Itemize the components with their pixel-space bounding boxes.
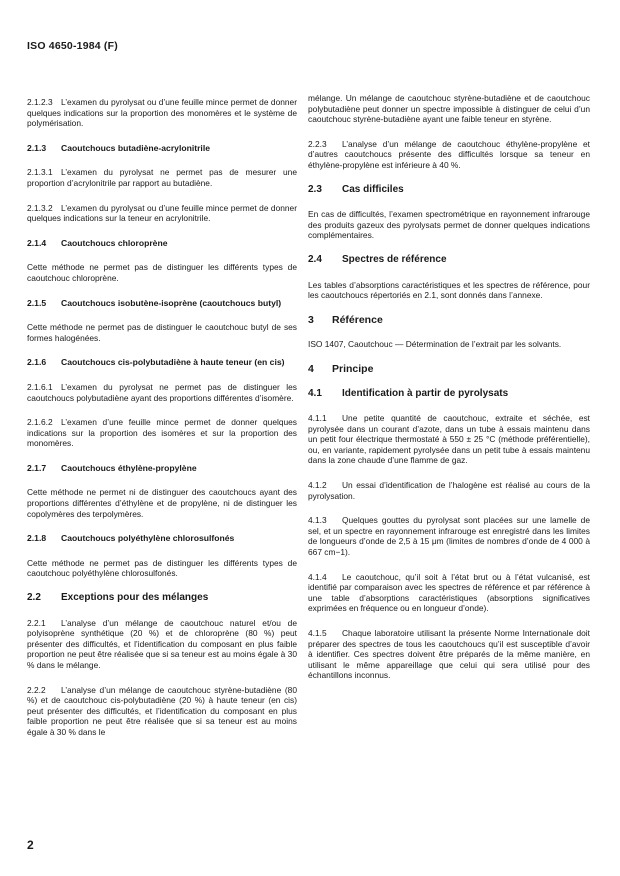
- clause-number: 2.1.2.3: [27, 97, 53, 107]
- paragraph: [308, 515, 590, 557]
- right-column: [308, 93, 590, 695]
- heading-text: Caoutchoucs butadiène-acrylonitrile: [61, 142, 210, 153]
- heading-text: Principe: [332, 362, 374, 375]
- paragraph: [27, 262, 297, 283]
- heading-number: 3: [308, 313, 314, 326]
- paragraph: [308, 209, 590, 241]
- heading-number: 2.1.7: [27, 462, 47, 473]
- paragraph: [27, 322, 297, 343]
- clause-number: 4.1.3: [308, 515, 327, 526]
- clause-number: 4.1.5: [308, 628, 327, 638]
- heading-text: Caoutchoucs cis-polybutadiène à haute teneur (en cis): [61, 357, 285, 368]
- section-heading: [27, 533, 297, 544]
- section-heading: [27, 298, 297, 309]
- paragraph: [27, 685, 297, 738]
- heading-number: 2.1.5: [27, 297, 47, 308]
- clause-number: 4.1.4: [308, 571, 327, 582]
- section-heading: [27, 357, 297, 368]
- paragraph: [308, 572, 590, 614]
- paragraph-text: L’analyse d’un mélange de caoutchouc styrène-butadiène (80 %) et de caoutchouc cis-polybutadiène (20 %) à haute teneur (en cis) peut présenter des difficultés, et l’identification du composant en plus faible proportion ne peut être réalisée que si sa teneur est au moins égale à 30 % dans le: [27, 684, 297, 737]
- heading-text: Identification à partir de pyrolysats: [342, 387, 509, 399]
- clause-number: 2.2.1: [27, 617, 46, 628]
- paragraph: [308, 628, 590, 681]
- paragraph-text: L’analyse d’un mélange de caoutchouc éthylène-propylène et d’autres caoutchoucs présente des difficultés lorsque sa teneur en éthylène-propylène est inférieure à 40 %.: [308, 138, 590, 170]
- paragraph-text: Cette méthode ne permet pas de distinguer les différents types de caoutchouc chloroprène.: [27, 262, 297, 283]
- paragraph-text: Cette méthode ne permet pas de distinguer les différents types de caoutchouc polyéthylène chlorosulfonés.: [27, 557, 297, 579]
- paragraph-text: Le caoutchouc, qu’il soit à l’état brut ou à l’état vulcanisé, est identifié par comparaison avec les spectres de référence et par référence à une table d’absorptions caractéristiques (absorptions significatives exprimées en fréquence ou en longueur d’onde).: [308, 571, 590, 614]
- heading-text: Cas difficiles: [342, 183, 404, 195]
- paragraph-text: Chaque laboratoire utilisant la présente Norme Internationale doit préparer des spectres de tous les caoutchoucs qu’il est susceptible d’avoir à identifier. Ces spectres doivent être préparés de la même manière, en utilisant le même appareillage que celui qui sera utilisé pour des échantillons inconnus.: [308, 628, 590, 681]
- clause-number: 2.1.3.1: [27, 167, 53, 178]
- heading-text: Caoutchoucs polyéthylène chlorosulfonés: [61, 533, 235, 544]
- heading-number: 2.4: [308, 253, 322, 265]
- paragraph: [27, 167, 297, 188]
- section-heading: [308, 255, 590, 266]
- heading-number: 2.1.3: [27, 142, 47, 153]
- heading-text: Référence: [332, 313, 383, 326]
- paragraph: [27, 487, 297, 519]
- heading-number: 2.1.6: [27, 357, 47, 368]
- paragraph-text: Cette méthode ne permet pas de distinguer le caoutchouc butyl de ses formes halogénées.: [27, 322, 297, 343]
- document-header: ISO 4650-1984 (F): [27, 40, 118, 52]
- heading-text: Spectres de référence: [342, 253, 447, 265]
- paragraph: [308, 480, 590, 501]
- paragraph: [27, 558, 297, 579]
- paragraph: [27, 203, 297, 224]
- heading-text: Exceptions pour des mélanges: [61, 592, 209, 604]
- heading-text: Caoutchoucs isobutène-isoprène (caoutchoucs butyl): [61, 297, 282, 308]
- paragraph: [308, 413, 590, 466]
- section-heading: [27, 238, 297, 249]
- paragraph-text: mélange. Un mélange de caoutchouc styrène-butadiène et de caoutchouc polybutadiène peut donner un spectre impossible à distinguer de celui d’un caoutchouc styrène-butadiène ayant une faible teneur en styrène.: [308, 93, 590, 125]
- clause-number: 2.1.6.2: [27, 417, 53, 428]
- paragraph: [308, 280, 590, 301]
- paragraph: [27, 618, 297, 671]
- clause-number: 2.2.3: [308, 138, 327, 149]
- heading-number: 2.1.8: [27, 533, 47, 544]
- paragraph-text: L’examen du pyrolysat ne permet pas de mesurer une proportion d’acrylonitrile par rapport au butadiène.: [27, 167, 297, 188]
- clause-number: 4.1.1: [308, 413, 327, 424]
- clause-number: 2.2.2: [27, 684, 46, 695]
- left-column: [27, 97, 297, 752]
- clause-number: 2.1.6.1: [27, 381, 53, 392]
- paragraph: [27, 417, 297, 449]
- paragraph: [308, 93, 590, 125]
- section-heading: [27, 143, 297, 154]
- paragraph-text: En cas de difficultés, l’examen spectrométrique en rayonnement infrarouge des produits gazeux des pyrolysats permet de donner quelques indications complémentaires.: [308, 209, 590, 241]
- section-heading: [308, 185, 590, 196]
- section-heading: [27, 593, 297, 604]
- paragraph-text: Un essai d’identification de l’halogène est réalisé au cours de la pyrolysation.: [308, 480, 590, 501]
- paragraph-text: Cette méthode ne permet ni de distinguer des caoutchoucs ayant des proportions différentes d’éthylène et de propylène, ni de distinguer les copolymères des terpolymères.: [27, 487, 297, 519]
- paragraph: [308, 139, 590, 171]
- paragraph-text: Quelques gouttes du pyrolysat sont placées sur une lamelle de sel, et un spectre en rayonnement infrarouge est enregistré dans les limites de longueurs d’onde de 2,5 à 15 μm (limites de nombres d’onde de 4 000 à 667 cm−1).: [308, 515, 590, 558]
- heading-number: 4: [308, 362, 314, 375]
- paragraph: [308, 339, 590, 350]
- clause-number: 4.1.2: [308, 480, 327, 491]
- section-heading: [308, 315, 590, 326]
- heading-text: Caoutchoucs éthylène-propylène: [61, 462, 197, 473]
- section-heading: [308, 364, 590, 375]
- section-heading: [27, 463, 297, 474]
- heading-number: 4.1: [308, 387, 322, 399]
- heading-number: 2.1.4: [27, 237, 47, 248]
- section-heading: [308, 389, 590, 400]
- paragraph: [27, 97, 297, 129]
- paragraph-text: L’examen du pyrolysat ou d’une feuille mince permet de donner quelques indications sur la proportion des monomères et le système de polymérisation.: [27, 97, 297, 129]
- heading-number: 2.3: [308, 183, 322, 195]
- paragraph-text: Une petite quantité de caoutchouc, extraite et séchée, est pyrolysée dans un courant d’azote, dans un tube à essais maintenu dans un petit four électrique thermostaté à 550 ± 25 °C (méthode préférentielle), ou, en variante, rapidement pyrolysée dans un petit tube à essais maintenu dans la zone chaude d’une flamme de gaz.: [308, 413, 590, 466]
- heading-number: 2.2: [27, 592, 41, 604]
- paragraph-text: L’examen du pyrolysat ou d’une feuille mince permet de donner quelques indications sur la teneur en acrylonitrile.: [27, 202, 297, 224]
- paragraph-text: Les tables d’absorptions caractéristiques et les spectres de référence, pour les caoutchoucs répertoriés en 2.1, sont donnés dans l’annexe.: [308, 279, 590, 301]
- paragraph-text: L’analyse d’un mélange de caoutchouc naturel et/ou de polyisoprène synthétique (20 %) et de chloroprène (80 %) peut présenter des difficultés, et l’identification du composant en plus faible proportion ne peut être réalisée que si sa teneur est au moins égale à 30 % dans le mélange.: [27, 617, 297, 670]
- paragraph-text: ISO 1407, Caoutchouc — Détermination de l’extrait par les solvants.: [308, 339, 562, 350]
- paragraph-text: L’examen d’une feuille mince permet de donner quelques indications sur la proportion des isomères et sur la proportion des monomères.: [27, 417, 297, 449]
- page-number: 2: [27, 838, 34, 852]
- clause-number: 2.1.3.2: [27, 202, 53, 213]
- heading-text: Caoutchoucs chloroprène: [61, 237, 168, 248]
- paragraph: [27, 382, 297, 403]
- paragraph-text: L’examen du pyrolysat ne permet pas de distinguer les caoutchoucs polybutadiène ayant des proportions différentes d’isomère.: [27, 381, 297, 403]
